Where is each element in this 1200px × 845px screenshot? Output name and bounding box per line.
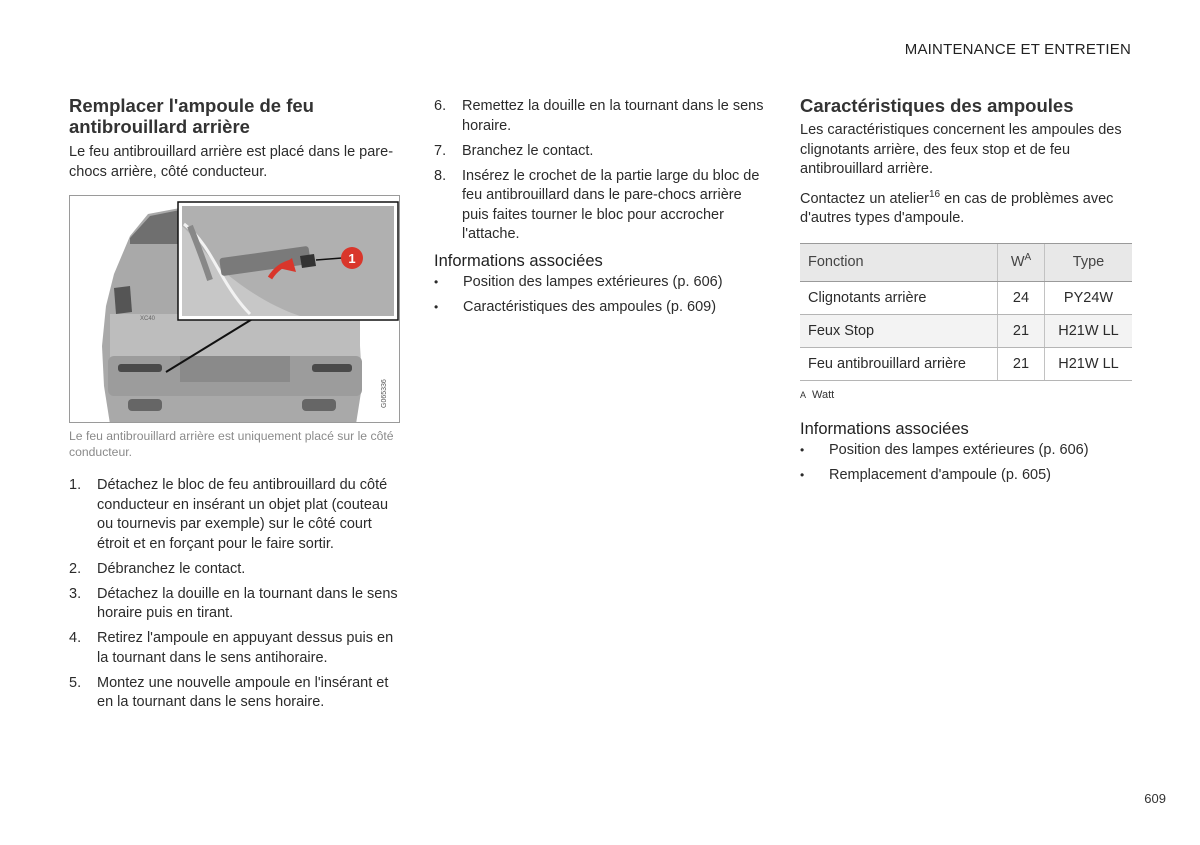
figure-caption: Le feu antibrouillard arrière est uniquement placé sur le côté conducteur. <box>69 429 394 459</box>
table-row: Feu antibrouillard arrière 21 H21W LL <box>800 347 1132 380</box>
model-badge: XC40 <box>140 316 156 322</box>
callout-1: 1 <box>348 251 356 266</box>
car-rear-illustration <box>70 196 400 423</box>
related-link[interactable]: • Caractéristiques des ampoules (p. 609) <box>434 298 769 318</box>
related-link[interactable]: • Remplacement d'ampoule (p. 605) <box>800 466 1132 486</box>
column-left <box>69 95 399 718</box>
step-item: 3. Détachez la douille en la tournant dans le sens horaire puis en tirant. <box>69 585 398 621</box>
related-links <box>434 273 769 318</box>
step-list-1 <box>69 476 399 713</box>
step-item: 1. Détachez le bloc de feu antibrouillard du côté conducteur en insérant un objet plat (couteau ou tournevis par exemple) sur le côté court étroit et en forçant pour le faire sortir. <box>69 477 389 552</box>
step-item: 4. Retirez l'ampoule en appuyant dessus puis en la tournant dans le sens antihoraire. <box>69 630 394 666</box>
table-row: Feux Stop 21 H21W LL <box>800 314 1132 347</box>
related-link[interactable]: • Position des lampes extérieures (p. 606) <box>434 273 769 293</box>
table-row: Clignotants arrière 24 PY24W <box>800 281 1132 314</box>
section-header: MAINTENANCE ET ENTRETIEN <box>904 41 1131 58</box>
bullet-icon: • <box>800 467 805 482</box>
related-info-heading: Informations associées <box>800 419 969 438</box>
footnote-ref-16: 16 <box>928 188 941 200</box>
related-link[interactable]: • Position des lampes extérieures (p. 606) <box>800 441 1132 461</box>
intro-paragraph: Le feu antibrouillard arrière est placé dans le pare-chocs arrière, côté conducteur. <box>69 144 394 180</box>
step-item: 6. Remettez la douille en la tournant dans le sens horaire. <box>434 98 764 134</box>
bullet-icon: • <box>434 274 439 289</box>
step-item: 7. Branchez le contact. <box>434 142 594 159</box>
figure-code: G065336 <box>381 379 388 408</box>
step-list-2 <box>434 97 769 245</box>
bullet-icon: • <box>800 442 805 457</box>
table-header-row <box>800 243 1132 281</box>
step-item: 2. Débranchez le contact. <box>69 560 246 577</box>
table-footnote: A Watt <box>800 388 835 401</box>
related-links <box>800 441 1132 486</box>
header-type: Type <box>1045 243 1133 281</box>
workshop-paragraph: Contactez un atelier$^{16}$ en cas de problèmes avec d'autres types d'ampoule. <box>800 188 1114 226</box>
page-number: 609 <box>1144 791 1166 806</box>
column-right <box>800 95 1132 491</box>
header-fonction: Fonction <box>800 243 998 281</box>
step-item: 8. Insérez le crochet de la partie large du bloc de feu antibrouillard dans le pare-chocs arrière puis faites tourner le bloc pour accrocher l'attache. <box>434 167 760 242</box>
header-w: $W^A$ <box>998 243 1045 281</box>
step-item: 5. Montez une nouvelle ampoule en l'insérant et en la tournant dans le sens horaire. <box>69 674 389 710</box>
specs-paragraph: Les caractéristiques concernent les ampoules des clignotants arrière, des feux stop et de feu antibrouillard arrière. <box>800 122 1122 177</box>
bulb-spec-table <box>800 243 1132 381</box>
section-title-bulb-specs: Caractéristiques des ampoules <box>800 95 1074 116</box>
rear-fog-lamp-illustration <box>69 195 400 423</box>
bullet-icon: • <box>434 299 439 314</box>
column-middle <box>434 97 769 323</box>
section-title-fog-lamp: Remplacer l'ampoule de feu antibrouillard arrière <box>69 95 314 137</box>
related-info-heading: Informations associées <box>434 251 603 270</box>
